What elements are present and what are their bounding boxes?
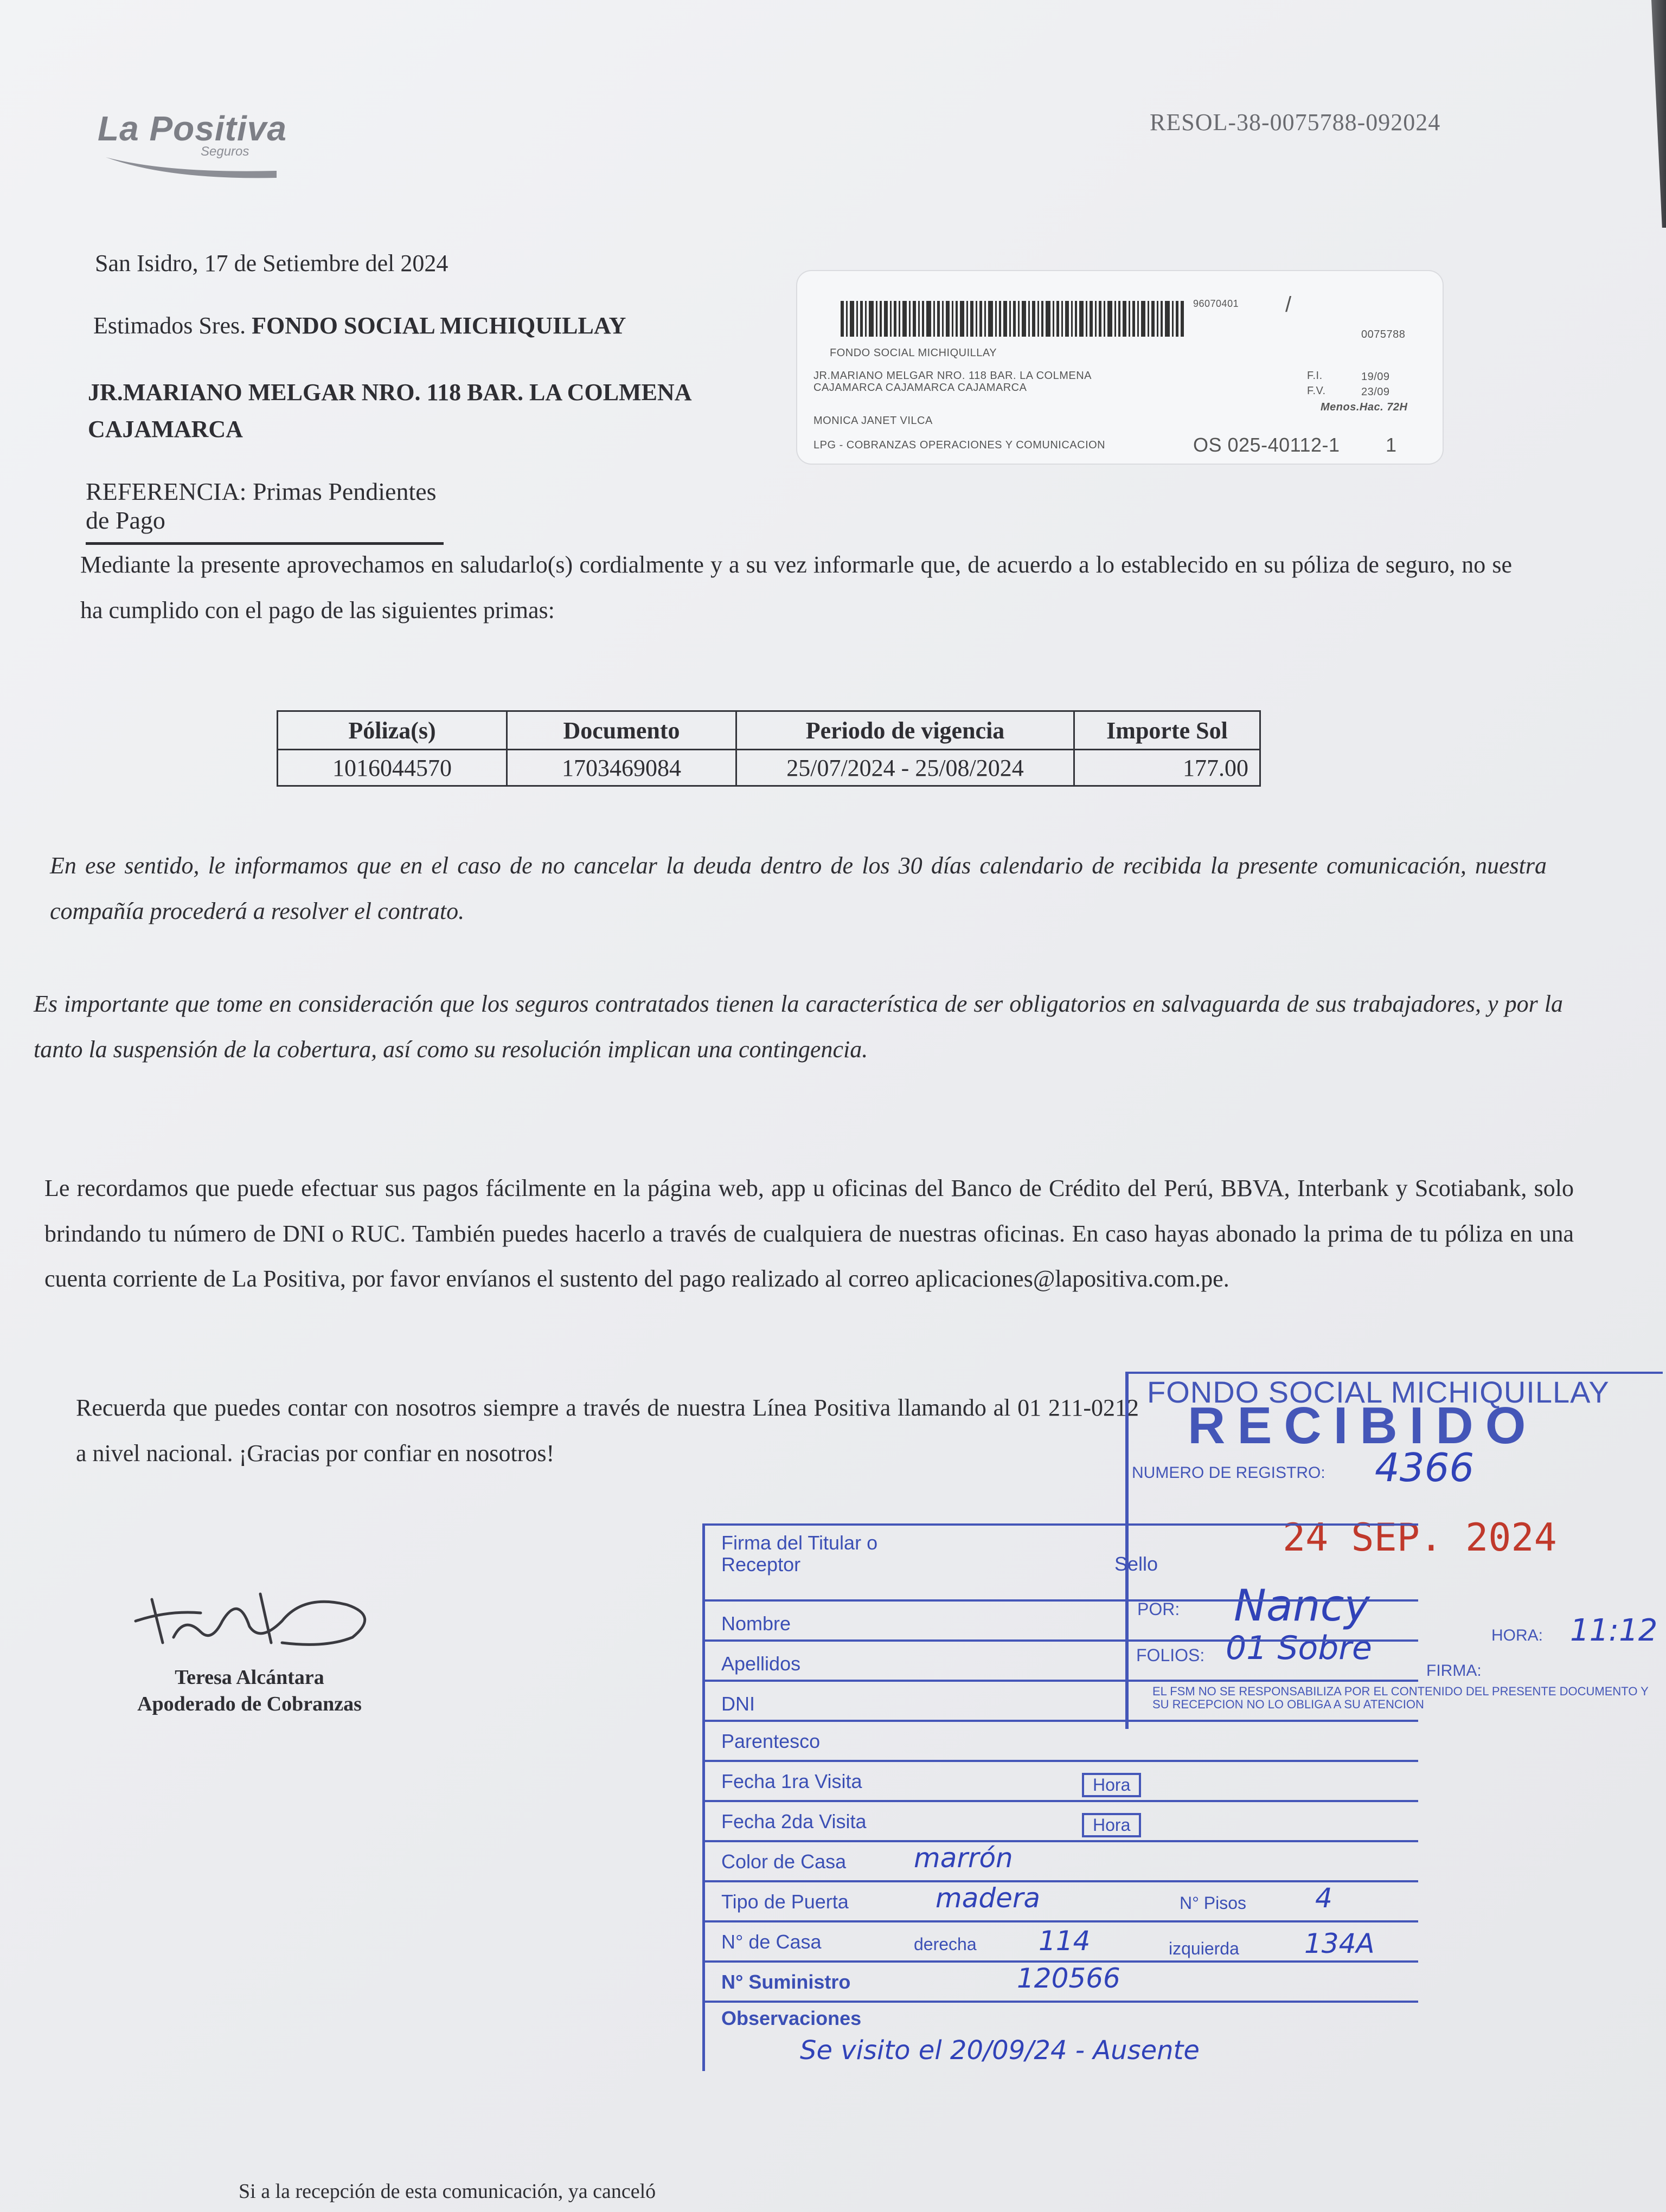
paragraph-payment: Le recordamos que puede efectuar sus pagos fácilmente en la página web, app u oficinas del Banco de Crédito del Perú, BBVA, Interbank y Scotiabank, solo brindando tu número de DNI o RUC. También puedes hacerlo a través de cualquiera de nuestras oficinas. En caso hayas abonado la prima de tu póliza en una cuenta corriente de La Positiva, por favor envíanos el sustento del pago realizado al correo aplicaciones@lapositiva.com.pe. (44, 1175, 1574, 1293)
form-label-apellidos: Apellidos (721, 1652, 801, 1675)
form-label-nombre: Nombre (721, 1612, 791, 1635)
form-row-ncas (702, 1920, 1418, 1963)
paragraph-warning: En ese sentido, le informamos que en el caso de no cancelar la deuda dentro de los 30 días calendario de recibida la presente comunicación, nuestra compañía procederá a resolver el contrato. (50, 852, 1547, 924)
form-row-apellidos (702, 1639, 1418, 1682)
stamp-reg-value: 4366 (1375, 1445, 1475, 1490)
stamp-date: 24 SEP. 2024 (1283, 1515, 1557, 1560)
form-label-pisos: N° Pisos (1180, 1893, 1247, 1913)
greeting (93, 312, 626, 339)
label-fv: F.V. (1307, 385, 1326, 397)
form-label-fecha2: Fecha 2da Visita (721, 1810, 867, 1832)
stamp-por-value: Nancy (1234, 1580, 1370, 1631)
col-header-importe: Importe Sol (1074, 711, 1260, 750)
form-label-sello: Sello (1114, 1553, 1158, 1575)
form-label-tipo: Tipo de Puerta (721, 1891, 849, 1913)
form-label-ncas: N° de Casa (721, 1931, 822, 1953)
form-value-pisos: 4 (1315, 1882, 1332, 1914)
form-row-observaciones (702, 2001, 1418, 2073)
form-label-hora1: Hora (1082, 1773, 1141, 1797)
signer-block (108, 1664, 390, 1718)
col-header-documento: Documento (507, 711, 736, 750)
form-label-fecha1: Fecha 1ra Visita (721, 1770, 862, 1792)
cell-poliza: 1016044570 (278, 750, 507, 786)
stamp-reg-label: NUMERO DE REGISTRO: (1132, 1464, 1325, 1482)
label-fi-value: 19/09 (1361, 371, 1390, 383)
col-header-poliza: Póliza(s) (278, 711, 507, 750)
recipient-name: FONDO SOCIAL MICHIQUILLAY (252, 312, 626, 339)
label-agent: MONICA JANET VILCA (813, 415, 933, 427)
form-row-suministro (702, 1960, 1418, 2003)
label-count: 1 (1386, 434, 1397, 456)
form-label-color: Color de Casa (721, 1850, 847, 1873)
form-row-fecha1 (702, 1760, 1418, 1802)
label-slash: / (1285, 293, 1292, 317)
address-line-1: JR.MARIANO MELGAR NRO. 118 BAR. LA COLMENA (88, 379, 692, 406)
barcode-icon (841, 301, 1188, 339)
recipient-address (88, 374, 691, 448)
footer-note: Si a la recepción de esta comunicación, ya canceló (239, 2180, 656, 2203)
table-row (278, 750, 1260, 786)
stamp-hora-value: 11:12 (1570, 1613, 1658, 1648)
paragraph-intro: Mediante la presente aprovechamos en saludarlo(s) cordialmente y a su vez informarle que, de acuerdo a lo establecido en su póliza de seguro, no se ha cumplido con el pago de las siguientes primas: (80, 551, 1512, 623)
label-addr2: CAJAMARCA CAJAMARCA CAJAMARCA (813, 382, 1027, 394)
form-row-tipo (702, 1880, 1418, 1922)
form-value-izquierda: 134A (1304, 1928, 1375, 1959)
label-fv-value: 23/09 (1361, 386, 1390, 398)
label-code-right: 0075788 (1361, 329, 1406, 340)
label-name: FONDO SOCIAL MICHIQUILLAY (830, 347, 997, 359)
label-menos: Menos.Hac. 72H (1321, 401, 1408, 413)
logo-subtitle: Seguros (201, 144, 249, 159)
handwritten-signature (119, 1561, 401, 1675)
label-code-top: 96070401 (1193, 298, 1239, 309)
form-label-hora2: Hora (1082, 1813, 1141, 1837)
form-value-derecha: 114 (1039, 1925, 1091, 1957)
stamp-hora-label: HORA: (1491, 1626, 1543, 1644)
label-os-number: OS 025-40112-1 (1193, 434, 1340, 456)
greeting-prefix: Estimados Sres. (93, 312, 246, 339)
address-line-2: CAJAMARCA (88, 416, 243, 443)
form-label-firma: Firma del Titular o Receptor (721, 1532, 878, 1576)
company-logo (98, 108, 293, 190)
form-label-derecha: derecha (914, 1934, 977, 1954)
form-row-firma (702, 1523, 1418, 1602)
form-value-color: marrón (914, 1842, 1013, 1874)
delivery-form-stamp (702, 1523, 1424, 2082)
stamp-firma-label: FIRMA: (1426, 1662, 1482, 1680)
signer-title: Apoderado de Cobranzas (137, 1693, 362, 1716)
col-header-periodo: Periodo de vigencia (736, 711, 1074, 750)
form-value-tipo: madera (935, 1882, 1041, 1914)
form-row-nombre (702, 1599, 1418, 1642)
form-row-fecha2 (702, 1800, 1418, 1842)
form-label-dni: DNI (721, 1693, 755, 1715)
stamp-title: RECIBIDO (1188, 1397, 1538, 1455)
letter-date: San Isidro, 17 de Setiembre del 2024 (95, 250, 448, 276)
form-value-observaciones: Se visito el 20/09/24 - Ausente (800, 2035, 1200, 2066)
cell-periodo: 25/07/2024 - 25/08/2024 (736, 750, 1074, 786)
premiums-table (277, 710, 1261, 787)
signer-name: Teresa Alcántara (175, 1666, 324, 1689)
label-addr1: JR.MARIANO MELGAR NRO. 118 BAR. LA COLMENA (813, 370, 1092, 382)
stamp-folios-label: FOLIOS: (1136, 1645, 1205, 1665)
form-row-dni (702, 1680, 1418, 1722)
stamp-folios-value: 01 Sobre (1226, 1629, 1372, 1667)
form-label-suministro: N° Suministro (721, 1971, 851, 1993)
form-label-izquierda: izquierda (1169, 1939, 1239, 1958)
form-row-parentesco (702, 1720, 1418, 1762)
form-row-color (702, 1840, 1418, 1882)
label-dept: LPG - COBRANZAS OPERACIONES Y COMUNICACION (813, 439, 1106, 451)
form-label-parentesco: Parentesco (721, 1730, 821, 1752)
cell-importe: 177.00 (1074, 750, 1260, 786)
stamp-org: FONDO SOCIAL MICHIQUILLAY (1147, 1375, 1610, 1409)
stamp-disclaimer: EL FSM NO SE RESPONSABILIZA POR EL CONTENIDO DEL PRESENTE DOCUMENTO Y SU RECEPCION NO LO OBLIGA A SU ATENCION (1152, 1684, 1649, 1712)
cell-documento: 1703469084 (507, 750, 736, 786)
resolution-number: RESOL-38-0075788-092024 (1150, 109, 1441, 136)
label-fi: F.I. (1307, 370, 1323, 382)
paragraph-contact: Recuerda que puedes contar con nosotros siempre a través de nuestra Línea Positiva llamando al 01 211-0212 a nivel nacional. ¡Gracias por confiar en nosotros! (76, 1394, 1139, 1467)
stamp-por-label: POR: (1137, 1599, 1180, 1619)
logo-brand: La Positiva (98, 109, 287, 148)
paragraph-importance: Es importante que tome en consideración que los seguros contratados tienen la característica de ser obligatorios en salvaguarda de sus trabajadores, y por la tanto la suspensión de la cobertura, así como su resolución implican una contingencia. (34, 991, 1563, 1063)
form-label-observaciones: Observaciones (721, 2007, 862, 2029)
reference-line: REFERENCIA: Primas Pendientes de Pago (86, 477, 444, 545)
form-value-suministro: 120566 (1017, 1963, 1120, 1994)
mailing-label (797, 271, 1443, 464)
logo-swoosh-icon (103, 152, 282, 184)
